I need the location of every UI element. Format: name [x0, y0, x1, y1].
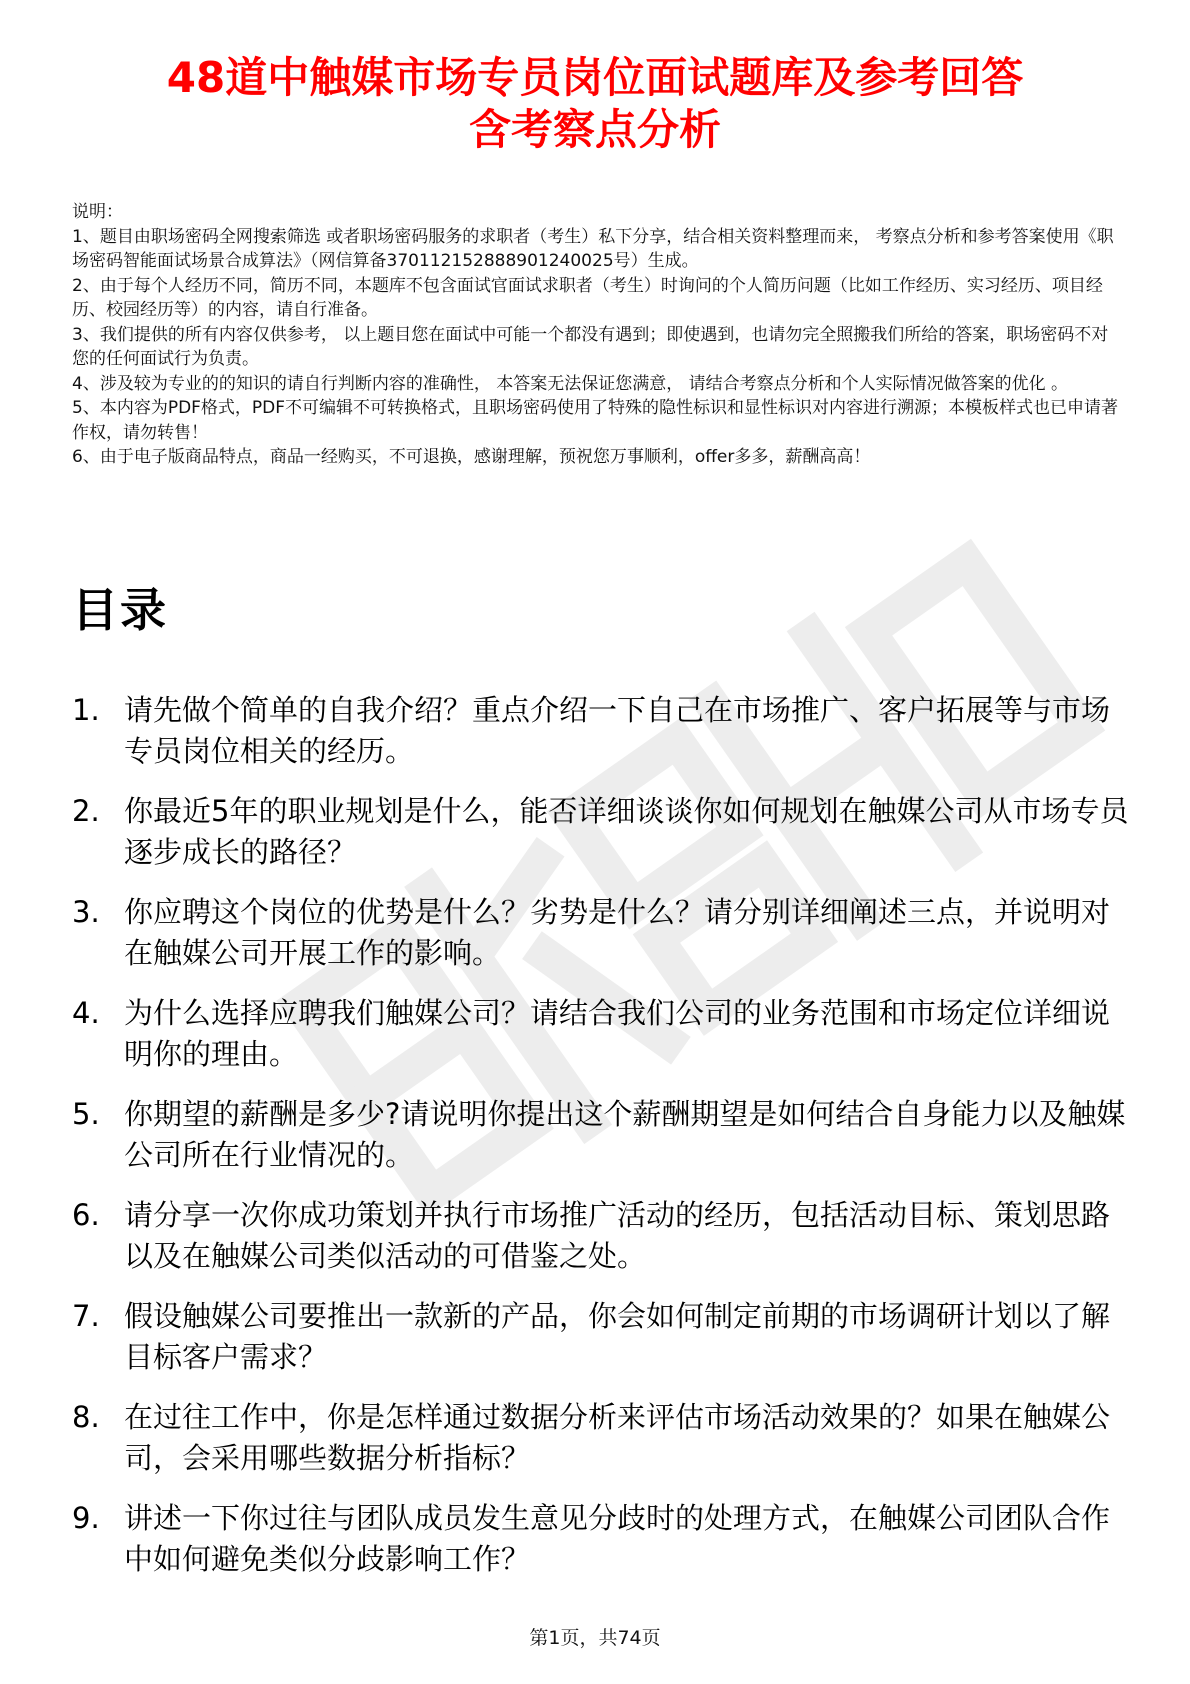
- document-title: [70, 52, 1120, 156]
- notes-label: 说明：: [72, 202, 123, 222]
- toc-item-number: 5.: [72, 1097, 100, 1131]
- page-footer: 第1页，共74页: [529, 1627, 661, 1649]
- toc-item-text: 请先做个简单的自我介绍？重点介绍一下自己在市场推广、客户拓展等与市场专员岗位相关的经历。: [124, 693, 1111, 768]
- toc-item-text: 为什么选择应聘我们触媒公司？请结合我们公司的业务范围和市场定位详细说明你的理由。: [124, 996, 1111, 1071]
- toc-item[interactable]: [72, 1094, 1132, 1176]
- toc-item-text: 在过往工作中，你是怎样通过数据分析来评估市场活动效果的？如果在触媒公司，会采用哪些数据分析指标？: [124, 1400, 1111, 1475]
- title-line-2: 含考察点分析: [468, 105, 721, 154]
- note-item: 5、本内容为PDF格式，PDF不可编辑不可转换格式，且职场密码使用了特殊的隐性标识和显性标识对内容进行溯源；本模板样式也已申请著作权，请勿转售！: [72, 398, 1119, 443]
- note-item: 1、题目由职场密码全网搜索筛选 或者职场密码服务的求职者（考生）私下分享，结合相关资料整理而来， 考察点分析和参考答案使用《职场密码智能面试场景合成算法》（网信算备370112152888901240025号）生成。: [72, 226, 1114, 271]
- toc-item-number: 2.: [72, 794, 100, 828]
- toc-item-text: 你最近5年的职业规划是什么，能否详细谈谈你如何规划在触媒公司从市场专员逐步成长的路径？: [124, 794, 1129, 869]
- toc-item-text: 讲述一下你过往与团队成员发生意见分歧时的处理方式，在触媒公司团队合作中如何避免类似分歧影响工作？: [124, 1501, 1111, 1576]
- toc-item-number: 4.: [72, 996, 100, 1030]
- toc-item[interactable]: [72, 1296, 1132, 1378]
- toc-item[interactable]: [72, 993, 1132, 1075]
- toc-item-number: 1.: [72, 693, 100, 727]
- notes-section: [72, 200, 1122, 470]
- note-item: 3、我们提供的所有内容仅供参考， 以上题目您在面试中可能一个都没有遇到；即使遇到，也请勿完全照搬我们所给的答案，职场密码不对您的任何面试行为负责。: [72, 324, 1109, 369]
- toc-item-number: 7.: [72, 1299, 100, 1333]
- note-item: 2、由于每个人经历不同，简历不同，本题库不包含面试官面试求职者（考生）时询问的个人简历问题（比如工作经历、实习经历、项目经历、校园经历等）的内容，请自行准备。: [72, 275, 1103, 320]
- toc-list: [72, 690, 1132, 1599]
- toc-item[interactable]: [72, 892, 1132, 974]
- toc-item-text: 请分享一次你成功策划并执行市场推广活动的经历，包括活动目标、策划思路以及在触媒公司类似活动的可借鉴之处。: [124, 1198, 1111, 1273]
- toc-item-text: 你期望的薪酬是多少?请说明你提出这个薪酬期望是如何结合自身能力以及触媒公司所在行业情况的。: [124, 1097, 1126, 1172]
- toc-item[interactable]: [72, 791, 1132, 873]
- note-item: 4、涉及较为专业的的知识的请自行判断内容的准确性， 本答案无法保证您满意， 请结合考察点分析和个人实际情况做答案的优化 。: [72, 373, 1069, 394]
- toc-item[interactable]: [72, 690, 1132, 772]
- toc-item-number: 9.: [72, 1501, 100, 1535]
- title-line-1: 48道中触媒市场专员岗位面试题库及参考回答: [166, 53, 1024, 102]
- toc-heading: 目录: [72, 583, 168, 637]
- note-item: 6、由于电子版商品特点，商品一经购买，不可退换，感谢理解，预祝您万事顺利，offer多多，薪酬高高！: [72, 447, 871, 467]
- toc-item-number: 8.: [72, 1400, 100, 1434]
- toc-item-text: 假设触媒公司要推出一款新的产品，你会如何制定前期的市场调研计划以了解目标客户需求？: [124, 1299, 1111, 1374]
- toc-item-number: 3.: [72, 895, 100, 929]
- toc-item[interactable]: [72, 1195, 1132, 1277]
- toc-item-number: 6.: [72, 1198, 100, 1232]
- toc-item[interactable]: [72, 1397, 1132, 1479]
- toc-item[interactable]: [72, 1498, 1132, 1580]
- toc-item-text: 你应聘这个岗位的优势是什么？劣势是什么？请分别详细阐述三点，并说明对在触媒公司开展工作的影响。: [124, 895, 1111, 970]
